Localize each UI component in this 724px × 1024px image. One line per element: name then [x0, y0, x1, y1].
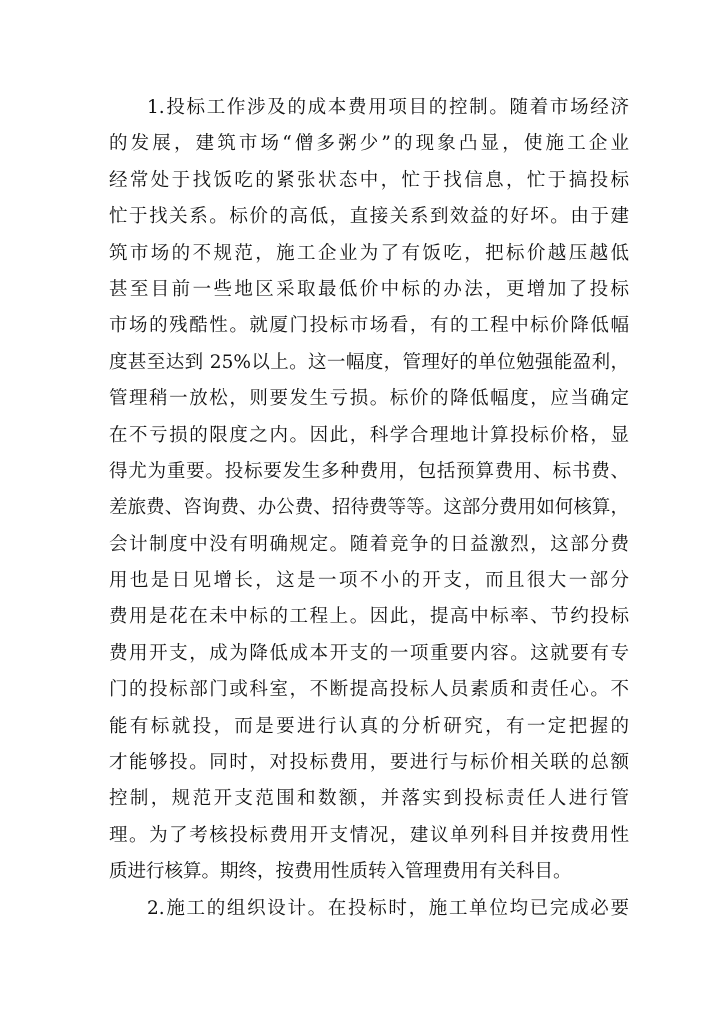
body-text [109, 90, 629, 927]
paragraph-1-line-17: 门的投标部门或科室，不断提高投标人员素质和责任心。不 [109, 679, 629, 701]
paragraph-1-line-6: 甚至目前一些地区采取最低价中标的办法，更增加了投标 [109, 278, 629, 300]
paragraph-1-line-11: 得尤为重要。投标要发生多种费用，包括预算费用、标书费、 [109, 460, 629, 482]
paragraph-1-line-4: 忙于找关系。标价的高低，直接关系到效益的好坏。由于建 [109, 206, 629, 228]
paragraph-1-line-3: 经常处于找饭吃的紧张状态中，忙于找信息，忙于搞投标 [109, 169, 629, 191]
paragraph-1-line-14: 用也是日见增长，这是一项不小的开支，而且很大一部分 [109, 570, 629, 592]
paragraph-1-line-9: 管理稍一放松，则要发生亏损。标价的降低幅度，应当确定 [109, 388, 629, 410]
paragraph-1-line-5: 筑市场的不规范，施工企业为了有饭吃，把标价越压越低 [109, 242, 629, 264]
paragraph-1-line-21: 理。为了考核投标费用开支情况，建议单列科目并按费用性 [109, 824, 629, 846]
paragraph-1-line-10: 在不亏损的限度之内。因此，科学合理地计算投标价格，显 [109, 424, 629, 446]
paragraph-1-line-22: 质进行核算。期终，按费用性质转入管理费用有关科目。 [109, 861, 572, 883]
paragraph-1-line-2: 的发展，建筑市场“僧多粥少”的现象凸显，使施工企业 [109, 133, 629, 155]
paragraph-2-line-1: 2.施工的组织设计。在投标时，施工单位均已完成必要 [147, 897, 629, 919]
paragraph-1-line-12: 差旅费、咨询费、办公费、招待费等等。这部分费用如何核算， [109, 497, 629, 519]
paragraph-1-line-19: 才能够投。同时，对投标费用，要进行与标价相关联的总额 [109, 752, 629, 774]
paragraph-1-line-16: 费用开支，成为降低成本开支的一项重要内容。这就要有专 [109, 642, 629, 664]
paragraph-1-line-13: 会计制度中没有明确规定。随着竞争的日益激烈，这部分费 [109, 533, 629, 555]
paragraph-1-line-7: 市场的残酷性。就厦门投标市场看，有的工程中标价降低幅 [109, 315, 629, 337]
paragraph-1-line-8: 度甚至达到 25%以上。这一幅度，管理好的单位勉强能盈利， [109, 351, 629, 373]
paragraph-1-line-1: 1.投标工作涉及的成本费用项目的控制。随着市场经济 [147, 97, 629, 118]
paragraph-1-line-15: 费用是花在未中标的工程上。因此，提高中标率、节约投标 [109, 606, 629, 628]
paragraph-1-line-20: 控制，规范开支范围和数额，并落实到投标责任人进行管 [109, 788, 629, 810]
paragraph-1-line-18: 能有标就投，而是要进行认真的分析研究，有一定把握的 [109, 715, 629, 737]
